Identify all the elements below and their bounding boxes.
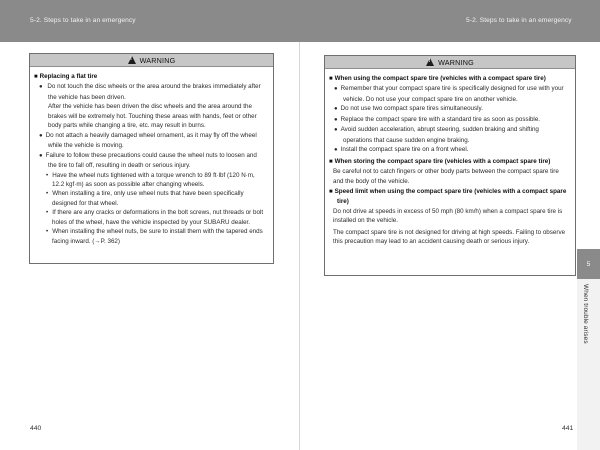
right-warning-label: WARNING [438, 57, 474, 67]
left-sub-4 [34, 227, 267, 246]
right-section-3-title: ■ Speed limit when using the compact spare tire (vehicles with a compact spare tire) [329, 187, 569, 207]
left-warning-box [29, 53, 274, 264]
right-warning-body [325, 69, 575, 247]
right-bullet-4-text: Avoid sudden acceleration, abrupt steering, sudden braking and shifting operations that cause sudden engine braking. [340, 126, 539, 144]
header-left-title: 5-2. Steps to take in an emergency [30, 17, 136, 24]
left-warning-header [30, 54, 273, 67]
chapter-number: 5 [577, 249, 600, 279]
right-bullet-2 [329, 104, 569, 114]
warning-icon [128, 56, 136, 64]
header-bar [0, 0, 600, 42]
left-sub-4-text: When installing the wheel nuts, be sure to install them with the tapered ends facing inward. (→P. 362) [52, 228, 263, 245]
left-bullet-2 [34, 131, 267, 151]
warning-icon [426, 58, 434, 66]
right-warning-box [324, 55, 576, 276]
left-bullet-2-text: Do not attach a heavily damaged wheel ornament, as it may fly off the wheel while the vehicle is moving. [45, 131, 257, 150]
page-spine [299, 42, 300, 450]
right-bullet-2-text: Do not use two compact spare tires simultaneously. [340, 105, 483, 113]
right-section-3-text-2: The compact spare tire is not designed for driving at high speeds. Failing to observe this precaution may lead to an accident causing death or serious injury. [333, 228, 566, 246]
chapter-label: When trouble arises [582, 284, 589, 344]
left-bullet-1-text: Do not touch the disc wheels or the area around the brakes immediately after the vehicle has been driven. [47, 83, 261, 101]
right-section-2-text: Be careful not to catch fingers or other body parts between the compact spare tire and the body of the vehicle. [333, 168, 559, 185]
left-sub-3 [34, 208, 267, 227]
left-warning-body [30, 67, 273, 246]
right-warning-header [325, 56, 575, 69]
right-section-2-title: ■ When storing the compact spare tire (vehicles with a compact spare tire) [329, 157, 569, 167]
left-sub-2-text: When installing a tire, only use wheel nuts that have been specifically designed for that wheel. [52, 190, 244, 207]
left-page-number: 440 [30, 425, 42, 432]
right-bullet-1-text: Remember that your compact spare tire is specifically designed for use with your vehicle. Do not use your compact spare tire on another vehicle. [340, 85, 564, 103]
left-bullet-1 [34, 82, 267, 130]
left-sub-2 [34, 189, 267, 208]
header-right-title: 5-2. Steps to take in an emergency [466, 17, 572, 24]
right-bullet-5-text: Install the compact spare tire on a front wheel. [340, 146, 469, 154]
right-bullet-1 [329, 84, 569, 104]
left-bullet-3-text: Failure to follow these precautions could cause the wheel nuts to loosen and the tire to fall off, resulting in death or serious injury. [45, 151, 257, 170]
right-bullet-5 [329, 145, 569, 155]
left-warning-label: WARNING [139, 55, 176, 65]
left-bullet-1-cont: After the vehicle has been driven the disc wheels and the area around the brakes will be extremely hot. Touching these areas with hands, feet or other body parts while changing a tire, etc. may result in burns. [48, 103, 257, 130]
right-page-number: 441 [562, 425, 574, 432]
right-section-1-title: ■ When using the compact spare tire (vehicles with a compact spare tire) [329, 74, 569, 84]
left-section-title: ■ Replacing a flat tire [34, 72, 267, 82]
right-section-3-text-1: Do not drive at speeds in excess of 50 mph (80 km/h) when a compact spare tire is installed on the vehicle. [333, 207, 563, 225]
left-sub-1 [34, 171, 267, 190]
chapter-side-tab [577, 249, 600, 450]
left-sub-1-text: Have the wheel nuts tightened with a torque wrench to 89 ft·lbf (120 N·m, 12.2 kgf·m) as soon as possible after changing wheels. [52, 171, 255, 188]
right-bullet-3 [329, 115, 569, 125]
left-bullet-3 [34, 151, 267, 171]
left-sub-3-text: If there are any cracks or deformations in the bolt screws, nut threads or bolt holes of the wheel, have the vehicle inspected by your SUBARU dealer. [52, 209, 264, 226]
right-bullet-4 [329, 125, 569, 145]
right-bullet-3-text: Replace the compact spare tire with a standard tire as soon as possible. [340, 115, 541, 123]
